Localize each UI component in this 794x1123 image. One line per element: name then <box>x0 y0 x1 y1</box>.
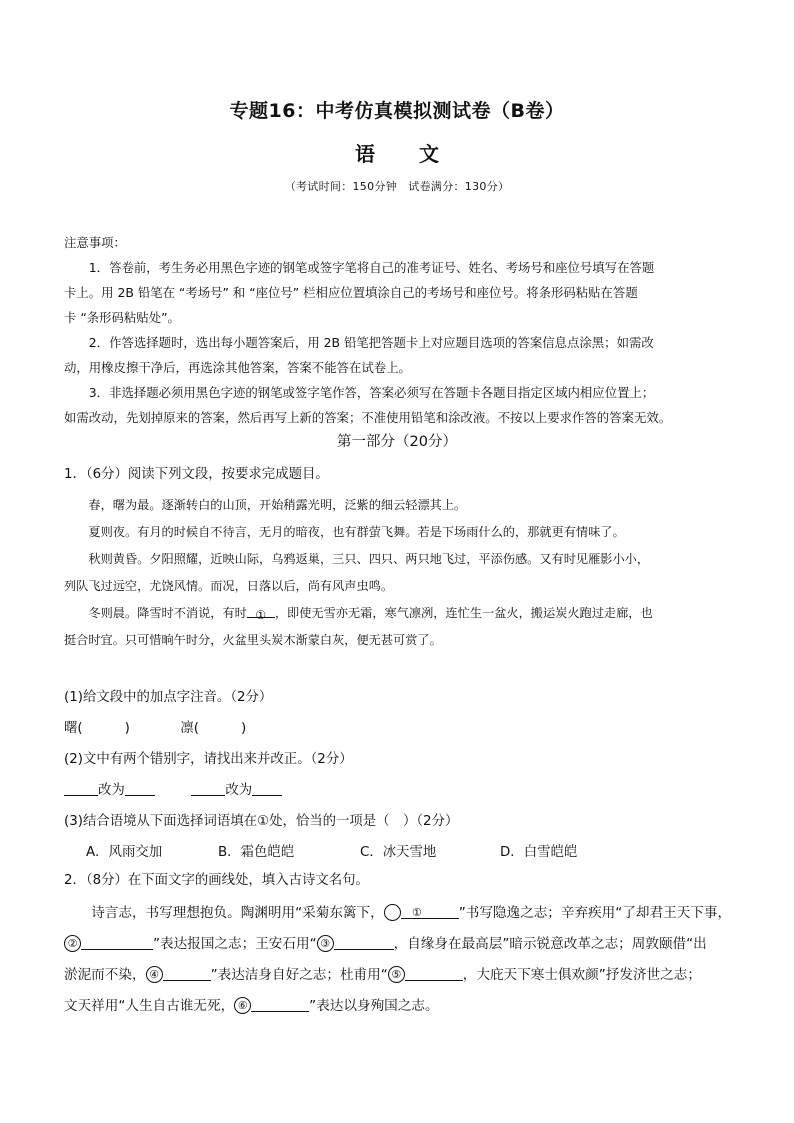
option-c[interactable]: C．冰天雪地 <box>360 845 437 860</box>
q1-sub3-text-b: 处，恰当的一项是（ ）（2分） <box>269 814 459 829</box>
q2-body <box>64 898 732 1022</box>
blank-marker-3: ③ <box>317 935 334 952</box>
passage-summer: 夏则夜。有月的时候自不待言，无月的暗夜，也有群萤飞舞。若是下场雨什么的，那就更有情味了。 <box>88 525 625 539</box>
q1-sub1: (1)给文段中的加点字注音。（2分） <box>64 690 273 705</box>
winter-blank-marker: ① <box>255 608 267 622</box>
poem-blank-1[interactable] <box>401 903 459 919</box>
note-1-line-1: 1．答卷前，考生务必用黑色字迹的钢笔或签字笔将自己的准考证号、姓名、考场号和座位号填写在答题 <box>88 260 655 275</box>
notes-heading: 注意事项： <box>64 235 126 250</box>
poem-blank-4[interactable] <box>163 965 211 981</box>
q2-line-2 <box>64 929 732 960</box>
pinyin-prompt-1: 曙( <box>64 721 83 736</box>
passage-winter-text-a: 冬则晨。降雪时不消说，有时 <box>88 606 247 620</box>
typo-change-label-1: 改为 <box>98 783 125 798</box>
typo-fix-blank-2[interactable] <box>252 780 282 796</box>
q1-options <box>64 837 732 868</box>
blank-marker-4: ④ <box>146 966 163 983</box>
subject-heading <box>0 138 794 167</box>
q2-stem: 2．（8分）在下面文字的画线处，填入古诗文名句。 <box>64 873 369 888</box>
q1-stem: 1．（6分）阅读下列文段，按要求完成题目。 <box>64 467 329 482</box>
option-d[interactable]: D．白雪皑皑 <box>500 845 578 860</box>
passage-winter-line-1 <box>64 600 736 627</box>
poem-blank-3[interactable] <box>334 934 394 950</box>
blank-marker-1: ① <box>384 904 401 921</box>
typo-fix-blank-1[interactable] <box>125 780 155 796</box>
section-1-heading: 第一部分（20分） <box>337 434 457 450</box>
q2-line-3 <box>64 960 732 991</box>
poem-blank-2[interactable] <box>81 934 153 950</box>
q1-subquestions <box>64 682 732 868</box>
q2-line-1 <box>64 898 732 929</box>
subject-char-right: 文 <box>419 142 439 166</box>
exam-title: 专题16：中考仿真模拟测试卷（B卷） <box>229 100 565 122</box>
blank-marker-5: ⑤ <box>388 966 405 983</box>
typo-blank-1[interactable] <box>64 780 98 796</box>
passage-autumn-line-2: 列队飞过远空，尤饶风情。而况，日落以后，尚有风声虫鸣。 <box>64 579 394 593</box>
q1-sub2: (2)文中有两个错别字，请找出来并改正。（2分） <box>64 752 353 767</box>
q1-sub1-answers <box>64 713 732 744</box>
note-1-line-3: 卡 “条形码粘贴处”。 <box>64 310 180 325</box>
q2-line-4-a: 文天祥用“人生自古谁无死， <box>64 998 235 1014</box>
typo-blank-2[interactable] <box>191 780 225 796</box>
subject-char-left: 语 <box>355 142 375 166</box>
note-2-line-1: 2．作答选择题时，选出每小题答案后，用 2B 铅笔把答题卡上对应题目选项的答案信息点涂黑；如需改 <box>88 335 654 350</box>
winter-blank-1[interactable] <box>247 602 275 622</box>
q1-sub2-answers <box>64 775 732 806</box>
q2-line-2-b: ，自缘身在最高层”暗示锐意改革之志；周敦颐借“出 <box>393 936 707 952</box>
pinyin-close-1: ) <box>124 721 130 736</box>
note-3-line-2: 如需改动，先划掉原来的答案，然后再写上新的答案；不准使用铅笔和涂改液。不按以上要求作答的答案无效。 <box>64 410 672 425</box>
typo-change-label-2: 改为 <box>225 783 253 798</box>
q2-line-2-a: ”表达报国之志；王安石用“ <box>153 936 317 952</box>
q1-passage <box>64 492 736 654</box>
q1-sub3-text-a: (3)结合语境从下面选择词语填在 <box>64 814 258 829</box>
q1-sub3-marker: ① <box>257 814 270 829</box>
exam-info: （考试时间：150分钟 试卷满分：130分） <box>284 180 510 193</box>
note-3-line-1: 3．非选择题必须用黑色字迹的钢笔或签字笔作答，答案必须写在答题卡各题目指定区域内相应位置上； <box>88 385 655 400</box>
passage-spring: 春，曙为最。逐渐转白的山顶，开始稍露光明，泛紫的细云轻漂其上。 <box>88 498 467 512</box>
option-a[interactable]: A．风雨交加 <box>86 845 163 860</box>
poem-blank-6[interactable] <box>251 996 309 1012</box>
q2-line-4-b: ”表达以身殉国之志。 <box>309 998 439 1014</box>
q2-line-3-c: ，大庇天下寒士俱欢颜”抒发济世之志； <box>462 967 701 983</box>
passage-winter-text-b: ，即使无雪亦无霜，寒气凛冽，连忙生一盆火，搬运炭火跑过走廊，也 <box>274 606 653 620</box>
blank-marker-2: ② <box>64 935 81 952</box>
note-1-line-2: 卡上。用 2B 铅笔在 “考场号” 和 “座位号” 栏相应位置填涂自己的考场号和座位号。将条形码粘贴在答题 <box>64 285 638 300</box>
blank-marker-6: ⑥ <box>234 997 251 1014</box>
pinyin-prompt-2: 凛( <box>180 721 200 736</box>
passage-autumn-line-1: 秋则黄昏。夕阳照耀，近映山际，乌鸦返巢，三只、四只、两只地飞过，平添伤感。又有时见雁影小小， <box>88 552 650 566</box>
q2-line-1-b: ”书写隐逸之志；辛弃疾用“了却君王天下事， <box>458 905 732 921</box>
note-2-line-2: 动，用橡皮擦干净后，再选涂其他答案，答案不能答在试卷上。 <box>64 360 411 375</box>
q2-line-3-b: ”表达洁身自好之志；杜甫用“ <box>210 967 388 983</box>
q1-sub3 <box>64 806 732 837</box>
passage-winter-line-2: 挺合时宜。只可惜晌午时分，火盆里头炭木渐蒙白灰，便无甚可赏了。 <box>64 633 442 647</box>
pinyin-close-2: ) <box>241 721 247 736</box>
q2-line-4 <box>64 991 732 1022</box>
poem-blank-5[interactable] <box>405 965 463 981</box>
option-b[interactable]: B．霜色皑皑 <box>218 845 295 860</box>
q2-line-3-a: 淤泥而不染， <box>64 967 146 983</box>
q2-line-1-a: 诗言志，书写理想抱负。陶渊明用“采菊东篱下， <box>91 905 384 921</box>
notes-section <box>64 230 732 430</box>
